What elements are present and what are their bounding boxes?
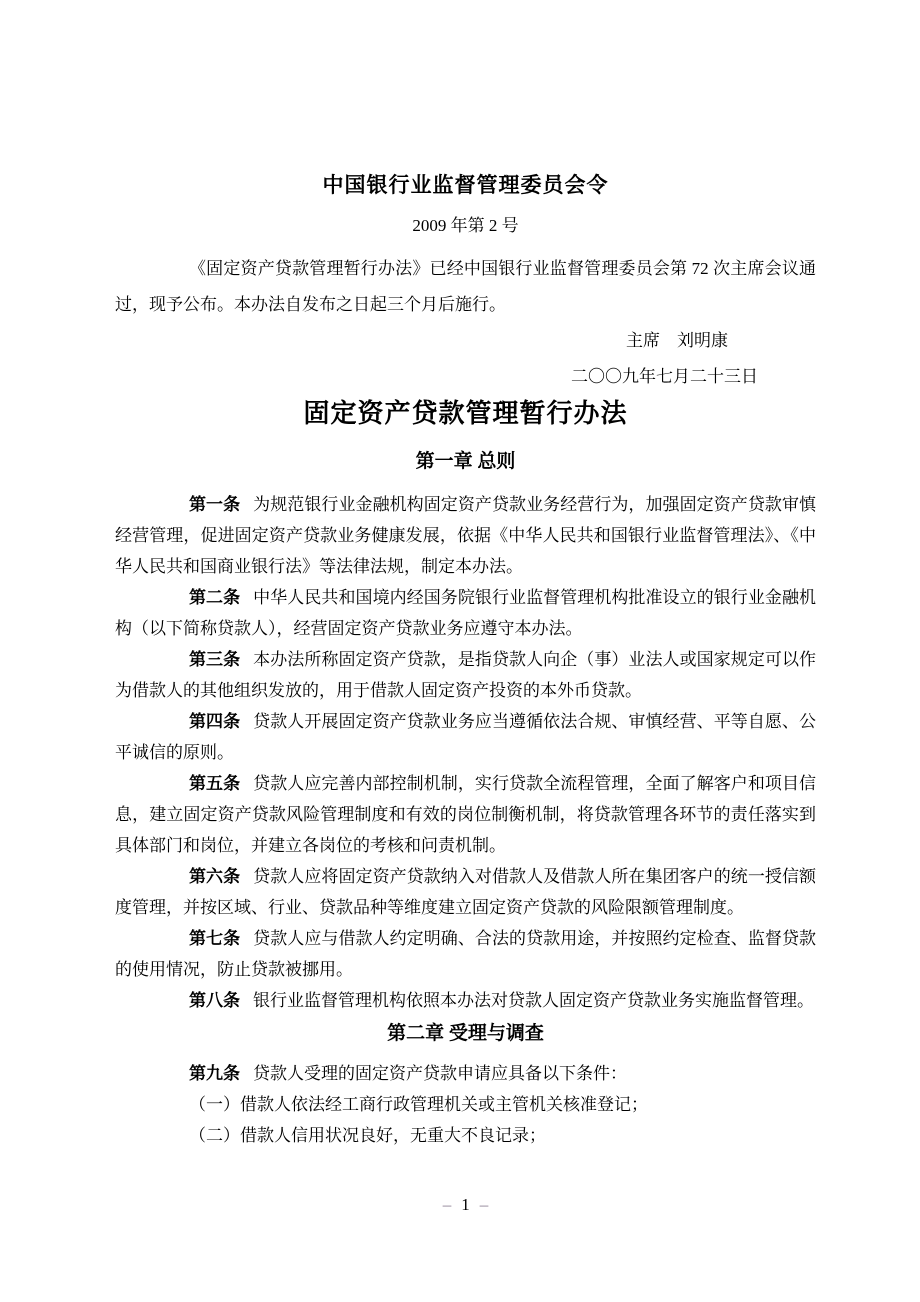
- article-7: [115, 923, 816, 985]
- article-8-text: 银行业监督管理机构依照本办法对贷款人固定资产贷款业务实施监督管理。: [253, 991, 814, 1010]
- article-4: [115, 706, 816, 768]
- chapter-2-body: [115, 1058, 816, 1151]
- article-9-text: 贷款人受理的固定资产贷款申请应具备以下条件：: [253, 1064, 627, 1083]
- article-9-item-1: （一）借款人依法经工商行政管理机关或主管机关核准登记；: [189, 1095, 648, 1114]
- article-2-label: 第二条: [189, 588, 241, 607]
- article-9-item-2: （二）借款人信用状况良好，无重大不良记录；: [189, 1126, 546, 1145]
- article-9: [115, 1058, 816, 1089]
- article-5: [115, 768, 816, 861]
- chapter-2-heading: 第二章 受理与调查: [387, 1023, 544, 1044]
- chapter-1-body: [115, 489, 816, 1016]
- page-number-footer: [115, 1193, 816, 1217]
- article-6-label: 第六条: [189, 867, 241, 886]
- article-6: [115, 861, 816, 923]
- article-2: [115, 582, 816, 644]
- article-3-text: 本办法所称固定资产贷款，是指贷款人向企（事）业法人或国家规定可以作为借款人的其他组织发放的，用于借款人固定资产投资的本外币贷款。: [115, 650, 816, 700]
- article-1-label: 第一条: [189, 495, 241, 514]
- article-9-label: 第九条: [189, 1064, 240, 1083]
- footer-right-dash: –: [479, 1195, 489, 1214]
- article-2-text: 中华人民共和国境内经国务院银行业监督管理机构批准设立的银行业金融机构（以下简称贷款人），经营固定资产贷款业务应遵守本办法。: [115, 588, 816, 638]
- article-5-text: 贷款人应完善内部控制机制，实行贷款全流程管理，全面了解客户和项目信息，建立固定资产贷款风险管理制度和有效的岗位制衡机制，将贷款管理各环节的责任落实到具体部门和岗位，并建立各岗位的考核和问责机制。: [115, 774, 816, 855]
- regulation-title: 固定资产贷款管理暂行办法: [303, 398, 628, 428]
- article-3: [115, 644, 816, 706]
- article-5-label: 第五条: [189, 774, 241, 793]
- article-8: [115, 985, 816, 1016]
- article-4-label: 第四条: [189, 712, 241, 731]
- article-6-text: 贷款人应将固定资产贷款纳入对借款人及借款人所在集团客户的统一授信额度管理，并按区域、行业、贷款品种等维度建立固定资产贷款的风险限额管理制度。: [115, 867, 816, 917]
- article-4-text: 贷款人开展固定资产贷款业务应当遵循依法合规、审慎经营、平等自愿、公平诚信的原则。: [115, 712, 816, 762]
- article-8-label: 第八条: [189, 991, 240, 1010]
- order-number: 2009 年第 2 号: [412, 216, 519, 235]
- article-7-label: 第七条: [189, 929, 241, 948]
- article-1: [115, 489, 816, 582]
- announcement-paragraph: 《固定资产贷款管理暂行办法》已经中国银行业监督管理委员会第 72 次主席会议通过，现予公布。本办法自发布之日起三个月后施行。: [115, 259, 816, 314]
- chapter-1-heading: 第一章 总则: [415, 451, 516, 472]
- date-line: 二〇〇九年七月二十三日: [571, 367, 758, 386]
- article-7-text: 贷款人应与借款人约定明确、合法的贷款用途，并按照约定检查、监督贷款的使用情况，防止贷款被挪用。: [115, 929, 816, 979]
- footer-left-dash: –: [442, 1195, 452, 1214]
- article-3-label: 第三条: [189, 650, 241, 669]
- article-1-text: 为规范银行业金融机构固定资产贷款业务经营行为，加强固定资产贷款审慎经营管理，促进固定资产贷款业务健康发展，依据《中华人民共和国银行业监督管理法》、《中华人民共和国商业银行法》等法律法规，制定本办法。: [115, 495, 816, 576]
- footer-page-number: 1: [461, 1195, 470, 1214]
- signature-line: 主席 刘明康: [626, 331, 728, 350]
- order-title: 中国银行业监督管理委员会令: [322, 173, 609, 197]
